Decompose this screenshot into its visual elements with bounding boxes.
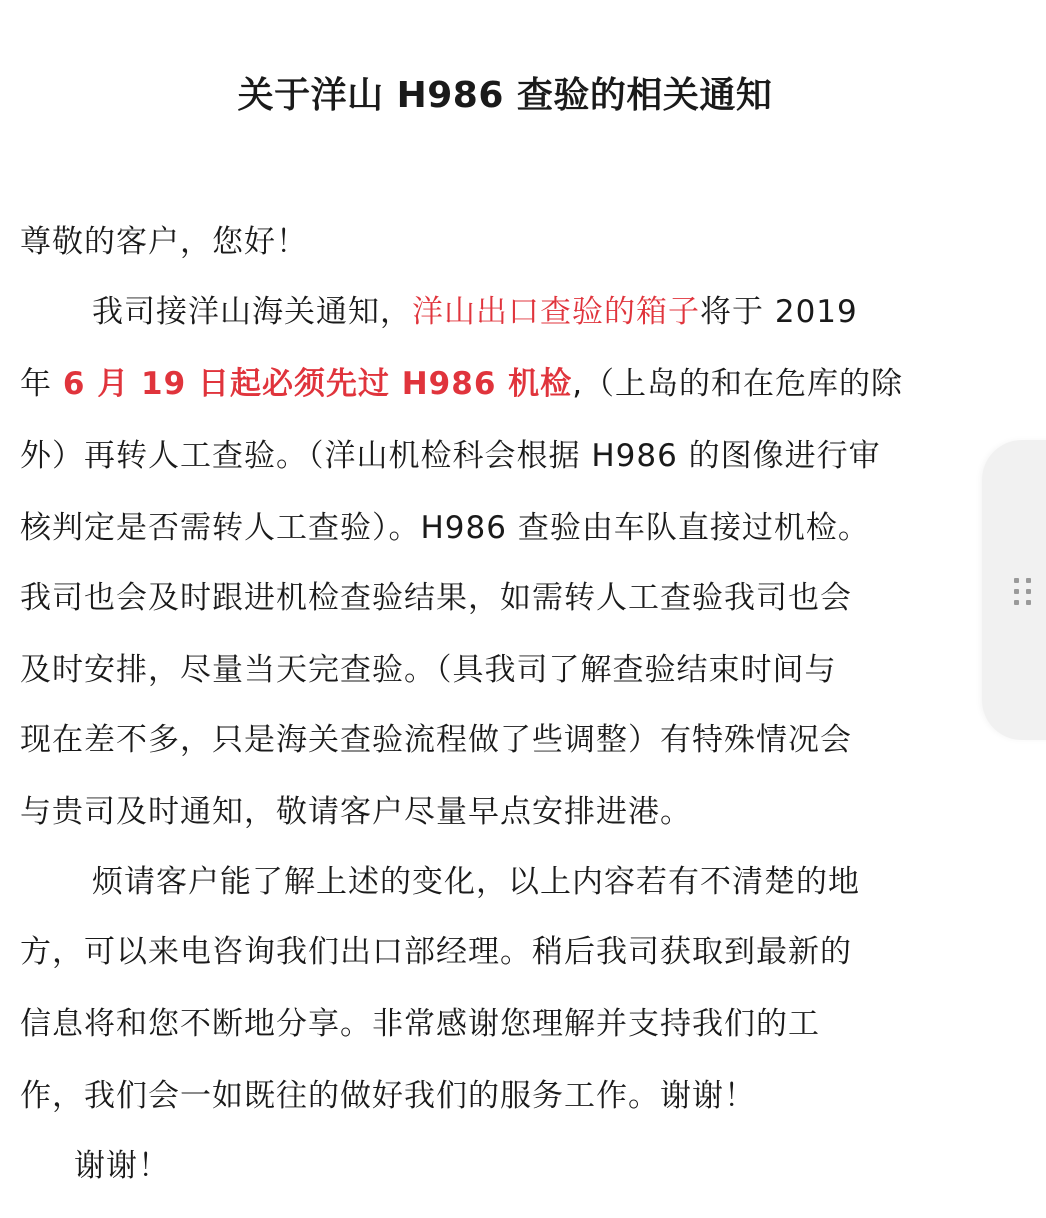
handle-dot xyxy=(1014,600,1019,605)
closing-thanks: 谢谢！ xyxy=(74,1148,170,1184)
handle-dot xyxy=(1014,578,1019,583)
handle-dot xyxy=(1026,589,1031,594)
p1-line2-text-a: 年 xyxy=(20,366,63,402)
greeting: 尊敬的客户，您好！ xyxy=(20,224,308,260)
paragraph-1-line-5: 我司也会及时跟进机检查验结果，如需转人工查验我司也会 xyxy=(20,580,852,616)
paragraph-2-line-4: 作，我们会一如既往的做好我们的服务工作。谢谢！ xyxy=(20,1078,756,1114)
paragraph-1-line-7: 现在差不多，只是海关查验流程做了些调整）有特殊情况会 xyxy=(20,722,852,758)
p1-line1-highlight: 洋山出口查验的箱子 xyxy=(412,294,700,330)
handle-dot xyxy=(1026,600,1031,605)
p1-line2-text-c: ,（上岛的和在危库的除 xyxy=(572,366,904,402)
paragraph-2-line-3: 信息将和您不断地分享。非常感谢您理解并支持我们的工 xyxy=(20,1006,820,1042)
document-title: 关于洋山 H986 查验的相关通知 xyxy=(237,75,773,116)
paragraph-1-line-8: 与贵司及时通知，敬请客户尽量早点安排进港。 xyxy=(20,794,692,830)
paragraph-1-line-6: 及时安排，尽量当天完查验。（具我司了解查验结束时间与 xyxy=(20,652,837,688)
drag-handle-icon[interactable] xyxy=(1014,578,1034,614)
paragraph-1-line-1 xyxy=(92,290,858,334)
paragraph-1-line-3: 外）再转人工查验。（洋山机检科会根据 H986 的图像进行审 xyxy=(20,438,881,474)
p1-line1-text-a: 我司接洋山海关通知， xyxy=(92,294,412,330)
p1-line1-text-c: 将于 2019 xyxy=(700,294,858,330)
paragraph-1-line-4: 核判定是否需转人工查验）。H986 查验由车队直接过机检。 xyxy=(20,510,870,546)
handle-dot xyxy=(1014,589,1019,594)
paragraph-1-line-2 xyxy=(20,362,903,406)
p1-line2-highlight: 6 月 19 日起必须先过 H986 机检 xyxy=(62,366,573,402)
paragraph-2-line-1: 烦请客户能了解上述的变化，以上内容若有不清楚的地 xyxy=(92,864,860,900)
handle-dot xyxy=(1026,578,1031,583)
paragraph-2-line-2: 方，可以来电咨询我们出口部经理。稍后我司获取到最新的 xyxy=(20,934,852,970)
